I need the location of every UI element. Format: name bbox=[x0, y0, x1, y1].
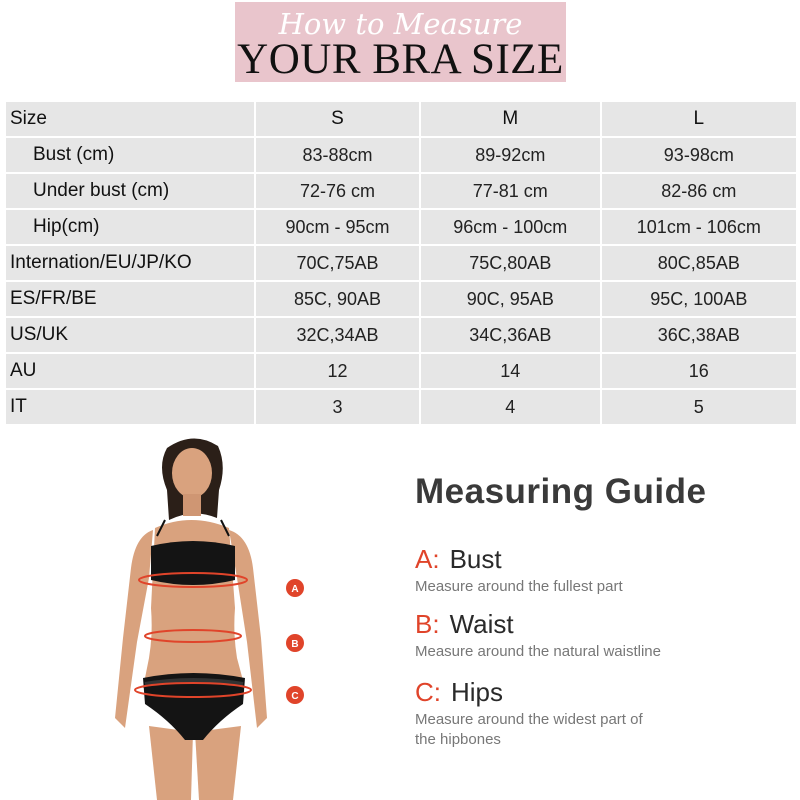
table-row bbox=[6, 318, 796, 352]
guide-item-description: Measure around the fullest part bbox=[415, 578, 623, 595]
row-label: Under bust (cm) bbox=[6, 174, 254, 208]
guide-item-letter: C: bbox=[415, 677, 441, 707]
table-cell: 4 bbox=[421, 390, 600, 424]
guide-item-hips bbox=[415, 677, 665, 750]
table-row bbox=[6, 246, 796, 280]
row-label: AU bbox=[6, 354, 254, 388]
guide-item-heading bbox=[415, 677, 665, 707]
banner-title: YOUR BRA SIZE bbox=[237, 36, 564, 83]
table-header-cell: Size bbox=[6, 102, 254, 136]
table-cell: 89-92cm bbox=[421, 138, 600, 172]
table-cell: 34C,36AB bbox=[421, 318, 600, 352]
guide-item-description: Measure around the natural waistline bbox=[415, 643, 661, 660]
table-cell: 77-81 cm bbox=[421, 174, 600, 208]
guide-item-bust bbox=[415, 544, 715, 597]
table-row bbox=[6, 174, 796, 208]
table-row bbox=[6, 390, 796, 424]
svg-text:C: C bbox=[291, 691, 299, 702]
guide-item-letter: A: bbox=[415, 544, 440, 574]
marker-c bbox=[286, 686, 304, 704]
title-banner bbox=[235, 2, 566, 82]
guide-item-name: Waist bbox=[449, 609, 514, 639]
table-cell: 90cm - 95cm bbox=[256, 210, 419, 244]
table-row bbox=[6, 354, 796, 388]
model-figure bbox=[95, 428, 325, 800]
svg-text:B: B bbox=[291, 639, 299, 650]
guide-item-name: Hips bbox=[451, 677, 504, 707]
table-row bbox=[6, 210, 796, 244]
table-cell: 96cm - 100cm bbox=[421, 210, 600, 244]
guide-item-waist bbox=[415, 609, 715, 662]
marker-a bbox=[286, 579, 304, 597]
guide-title: Measuring Guide bbox=[415, 472, 707, 511]
row-label: Internation/EU/JP/KO bbox=[6, 246, 254, 280]
table-cell: 95C, 100AB bbox=[602, 282, 796, 316]
row-label: Hip(cm) bbox=[6, 210, 254, 244]
row-label: US/UK bbox=[6, 318, 254, 352]
svg-text:A: A bbox=[291, 584, 299, 595]
table-cell: 14 bbox=[421, 354, 600, 388]
table-row bbox=[6, 282, 796, 316]
table-cell: 3 bbox=[256, 390, 419, 424]
marker-b bbox=[286, 634, 304, 652]
table-cell: 36C,38AB bbox=[602, 318, 796, 352]
table-cell: 16 bbox=[602, 354, 796, 388]
table-header-row bbox=[6, 102, 796, 136]
table-cell: 90C, 95AB bbox=[421, 282, 600, 316]
guide-item-name: Bust bbox=[449, 544, 502, 574]
table-cell: 12 bbox=[256, 354, 419, 388]
table-header-cell: S bbox=[256, 102, 419, 136]
table-cell: 32C,34AB bbox=[256, 318, 419, 352]
table-cell: 70C,75AB bbox=[256, 246, 419, 280]
table-row bbox=[6, 138, 796, 172]
table-cell: 82-86 cm bbox=[602, 174, 796, 208]
row-label: Bust (cm) bbox=[6, 138, 254, 172]
banner-script-text: How to Measure bbox=[278, 7, 523, 41]
table-cell: 83-88cm bbox=[256, 138, 419, 172]
row-label: ES/FR/BE bbox=[6, 282, 254, 316]
table-cell: 75C,80AB bbox=[421, 246, 600, 280]
guide-item-letter: B: bbox=[415, 609, 440, 639]
table-header-cell: L bbox=[602, 102, 796, 136]
guide-item-heading bbox=[415, 609, 715, 639]
table-cell: 80C,85AB bbox=[602, 246, 796, 280]
guide-item-heading bbox=[415, 544, 715, 574]
table-cell: 101cm - 106cm bbox=[602, 210, 796, 244]
table-cell: 93-98cm bbox=[602, 138, 796, 172]
table-header-cell: M bbox=[421, 102, 600, 136]
row-label: IT bbox=[6, 390, 254, 424]
table-cell: 85C, 90AB bbox=[256, 282, 419, 316]
guide-item-description: Measure around the widest part of the hipbones bbox=[415, 711, 643, 748]
table-cell: 5 bbox=[602, 390, 796, 424]
size-table bbox=[4, 100, 798, 426]
table-cell: 72-76 cm bbox=[256, 174, 419, 208]
